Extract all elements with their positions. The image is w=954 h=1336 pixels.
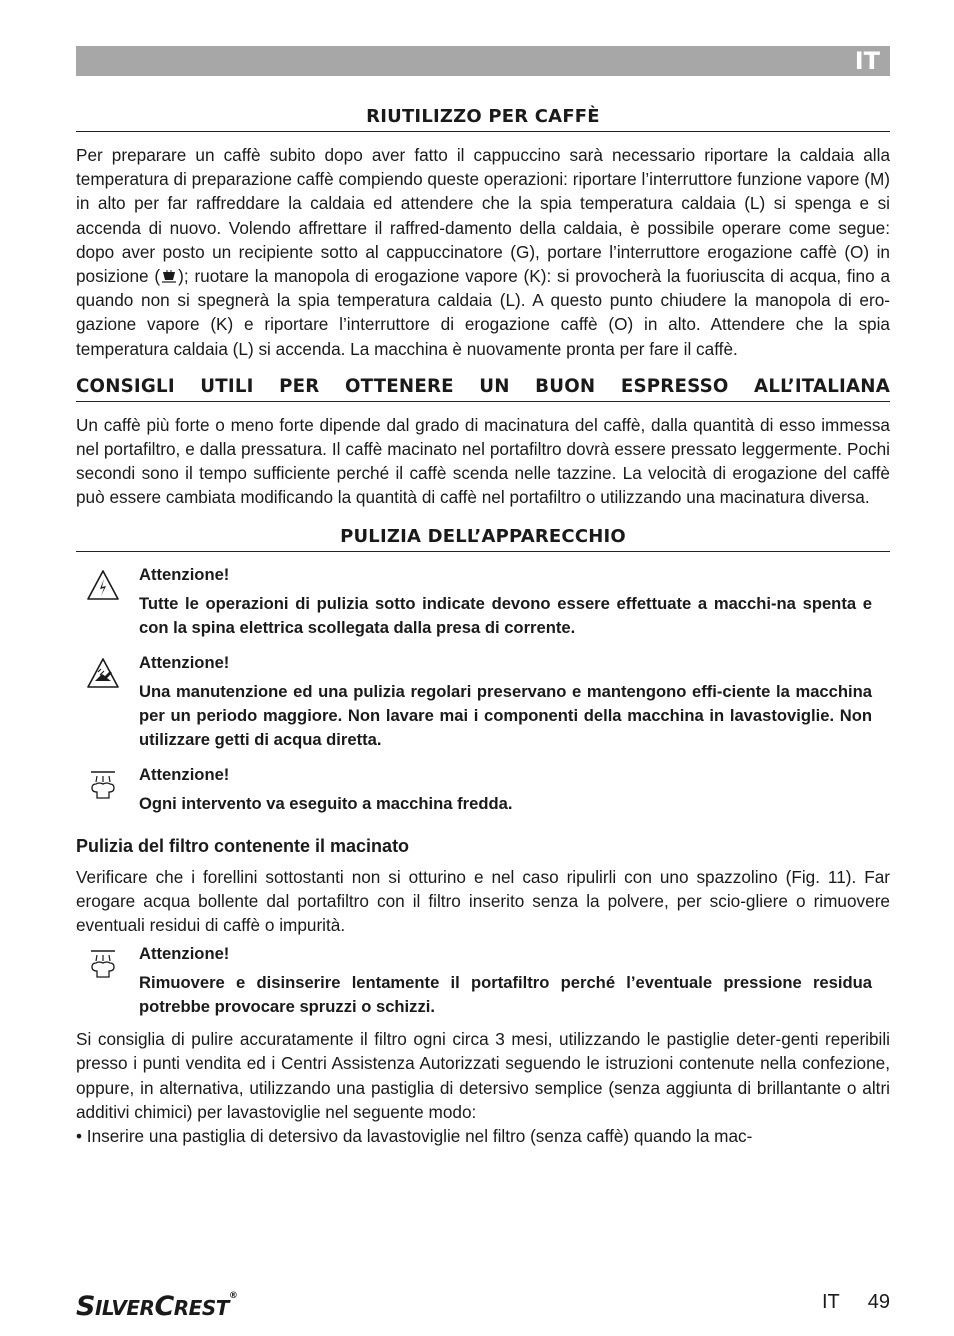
warning-hot xyxy=(76,764,890,816)
warning-hand-text: Una manutenzione ed una pulizia regolari preservano e mantengono effi-ciente la macchina per un periodo maggiore. Non lavare mai i componenti della macchina in lavastoviglie. Non utilizzare getti di acqua diretta. xyxy=(139,681,872,749)
brand-logo: SILVERCREST® xyxy=(76,1291,238,1322)
paragraph-riutilizzo-part2: ); ruotare la manopola di erogazione vapore (K): si provocherà la fuoriuscita di acqua, fino a quando non si spegnerà la spia temperatura caldaia (L). A questo punto chiudere la manopola di ero-gazione vapore (K) e riportare l’interruttore di erogazione caffè (O) in alto. Attendere che la spia temperatura caldaia (L) si accenda. La macchina è nuovamente pronta per fare il caffè. xyxy=(76,266,891,359)
hot-surface-icon xyxy=(85,947,121,981)
page-number xyxy=(822,1291,890,1314)
warning-electric-text: Tutte le operazioni di pulizia sotto indicate devono essere effettuate a macchi-na spenta e con la spina elettrica scollegata dalla presa di corrente. xyxy=(139,593,872,637)
warning-filtro-title: Attenzione! xyxy=(139,944,230,964)
warning-hand-title: Attenzione! xyxy=(139,652,230,672)
section-title-riutilizzo: RIUTILIZZO PER CAFFÈ xyxy=(76,106,890,132)
bullet-item: • Inserire una pastiglia di detersivo da lavastoviglie nel filtro (senza caffè) quando la mac- xyxy=(76,1126,753,1147)
warning-hand xyxy=(76,652,890,752)
paragraph-consigli: Un caffè più forte o meno forte dipende dal grado di macinatura del caffè, dalla quantità di esso immessa nel portafiltro, e dalla pressatura. Il caffè macinato nel portafiltro dovrà essere pressato leggermente. Pochi secondi sono il tempo sufficiente perché il caffè scenda nelle tazzine. La velocità di erogazione del caffè può essere cambiata modificando la quantità di caffè nel portafiltro o utilizzando una macinatura diversa. xyxy=(76,414,890,508)
warning-electric-title: Attenzione! xyxy=(139,564,230,584)
footer-language-label: IT xyxy=(821,1291,840,1313)
header-bar xyxy=(76,46,890,76)
hand-hazard-icon xyxy=(85,656,121,690)
electric-hazard-icon xyxy=(85,568,121,602)
warning-electric xyxy=(76,564,890,640)
header-language-label: IT xyxy=(854,47,880,75)
subsection-title-filtro: Pulizia del filtro contenente il macinato xyxy=(76,835,410,856)
paragraph-filtro-2: Si consiglia di pulire accuratamente il filtro ogni circa 3 mesi, utilizzando le pastiglie deter-genti reperibili presso i punti vendita ed i Centri Assistenza Autorizzati seguendo le istruzioni contenute nella confezione, oppure, in alternativa, utilizzando una pastiglia di detersivo semplice (senza aggiunta di brillantante o altri additivi chimici) per lavastoviglie nel seguente modo: xyxy=(76,1029,890,1122)
paragraph-riutilizzo xyxy=(76,143,890,361)
paragraph-filtro-1: Verificare che i forellini sottostanti non si otturino e nel caso ripulirli con uno spazzolino (Fig. 11). Far erogare acqua bollente dal portafiltro con il filtro inserito senza la polvere, per scio-gliere o rimuovere eventuali residui di caffè o impurità. xyxy=(76,866,890,936)
page-content xyxy=(76,106,890,1148)
page-number-value: 49 xyxy=(867,1291,890,1313)
coffee-cup-icon xyxy=(160,269,178,283)
warning-hot-title: Attenzione! xyxy=(139,764,230,784)
warning-filtro xyxy=(76,943,890,1019)
section-title-consigli: CONSIGLI UTILI PER OTTENERE UN BUON ESPRESSO ALL’ITALIANA xyxy=(76,376,890,402)
paragraph-riutilizzo-part1: Per preparare un caffè subito dopo aver fatto il cappuccino sarà necessario riportare la caldaia alla temperatura di preparazione caffè compiendo queste operazioni: riportare l’interruttore funzione vapore (M) in alto per far raffreddare la caldaia ed attendere che la spia temperatura caldaia (L) si spenga e si accenda di nuovo. Volendo affrettare il raffred-damento della caldaia, è possibile operare come segue: dopo aver posto un recipiente sotto al cappuccinatore (G), portare l’interruttore erogazione caffè (O) in posizione ( xyxy=(76,145,890,287)
hot-surface-icon xyxy=(85,768,121,802)
warning-hot-text: Ogni intervento va eseguito a macchina fredda. xyxy=(139,793,513,813)
section-title-pulizia: PULIZIA DELL’APPARECCHIO xyxy=(76,526,890,552)
warning-filtro-text: Rimuovere e disinserire lentamente il portafiltro perché l’eventuale pressione residua potrebbe provocare spruzzi o schizzi. xyxy=(139,973,872,1017)
